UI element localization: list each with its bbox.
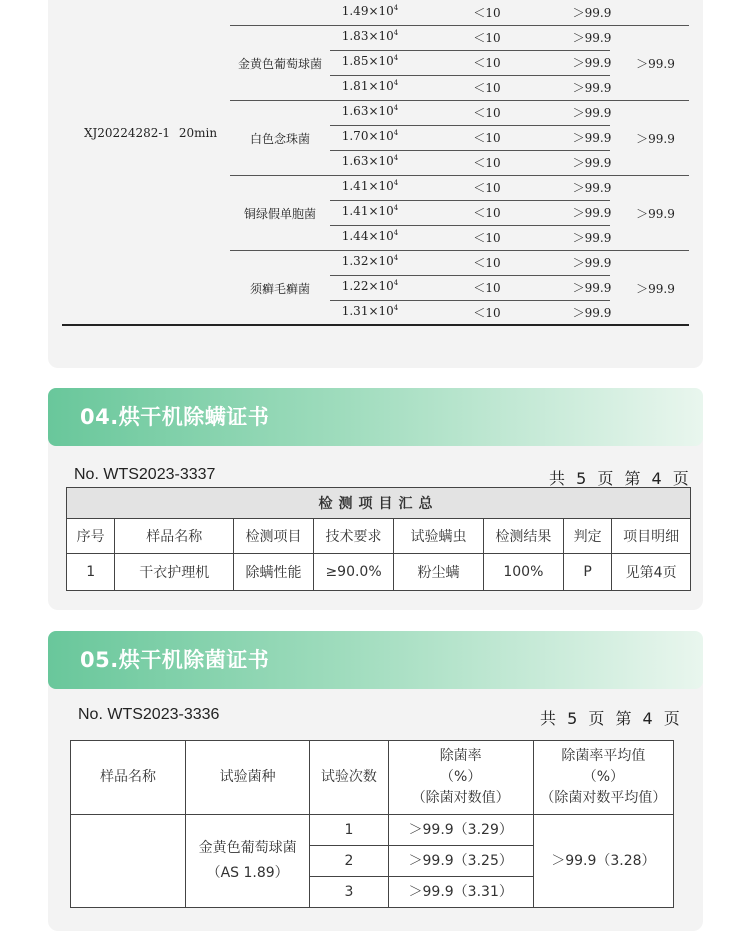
kill-rate: ＞99.9 [572, 56, 612, 70]
kill-rate: ＞99.9 [572, 156, 612, 170]
table-cell: 干衣护理机 [115, 554, 234, 591]
antibacterial-result-table [62, 0, 689, 325]
after-count: ＜10 [473, 256, 501, 270]
header-line: 除菌率平均值 [561, 748, 646, 764]
col-header: 试验次数 [310, 741, 388, 815]
colony-count: $1.81\times 10^4$ [341, 79, 399, 93]
trial-number: 3 [310, 877, 388, 908]
after-count: ＜10 [473, 31, 501, 45]
after-count: ＜10 [473, 106, 501, 120]
average-kill-rate: ＞99.9 [636, 131, 675, 146]
row-divider [330, 275, 610, 276]
colony-count: $1.70\times 10^4$ [341, 129, 399, 143]
col-header-rate [388, 741, 533, 815]
row-divider [230, 100, 689, 101]
header-line: （%） [582, 769, 625, 785]
after-count: ＜10 [473, 281, 501, 295]
row-divider [330, 225, 610, 226]
trial-rate: ＞99.9（3.25） [388, 846, 533, 877]
col-header: 样品名称 [71, 741, 186, 815]
strain-name: 金黄色葡萄球菌 [198, 840, 297, 856]
colony-count: $1.41\times 10^4$ [341, 179, 399, 193]
sample-name-cell [71, 815, 186, 908]
after-count: ＜10 [473, 81, 501, 95]
col-header: 技术要求 [313, 519, 394, 554]
colony-count: $1.22\times 10^4$ [341, 279, 399, 293]
kill-rate: ＞99.9 [572, 106, 612, 120]
table-title: 检测项目汇总 [67, 488, 691, 519]
col-header-avg [533, 741, 673, 815]
table-bottom-rule [62, 324, 689, 326]
col-header: 检测结果 [483, 519, 563, 554]
sample-id: XJ20224282-1 [83, 126, 171, 140]
row-divider [330, 300, 610, 301]
colony-count: $1.63\times 10^4$ [341, 154, 399, 168]
after-count: ＜10 [473, 206, 501, 220]
table-cell: 除螨性能 [234, 554, 314, 591]
header-line: （%） [440, 769, 482, 785]
average-kill-rate: ＞99.9 [636, 281, 675, 296]
col-header: 序号 [67, 519, 115, 554]
header-line: 除菌率 [439, 748, 482, 764]
trial-number: 1 [310, 815, 388, 846]
contact-time: 20min [178, 126, 218, 140]
col-header: 样品名称 [115, 519, 234, 554]
mite-summary-table [66, 487, 691, 591]
organism-name: 白色念珠菌 [249, 131, 310, 146]
doc-number: No. WTS2023-3336 [78, 706, 220, 723]
kill-rate: ＞99.9 [572, 181, 612, 195]
organism-name: 须癣毛癣菌 [249, 281, 310, 296]
table-cell: ≥90.0% [313, 554, 394, 591]
strain-cell [186, 815, 310, 908]
kill-rate: ＞99.9 [572, 231, 612, 245]
average-kill-rate: ＞99.9 [636, 56, 675, 71]
row-divider [230, 25, 689, 26]
page-count: 共 5 页 第 4 页 [549, 469, 692, 488]
average-rate: ＞99.9（3.28） [533, 815, 673, 908]
row-divider [330, 125, 610, 126]
col-header: 判定 [563, 519, 611, 554]
kill-rate: ＞99.9 [572, 81, 612, 95]
trial-rate: ＞99.9（3.29） [388, 815, 533, 846]
kill-rate: ＞99.9 [572, 281, 612, 295]
table-cell: P [563, 554, 611, 591]
colony-count: $1.31\times 10^4$ [341, 304, 399, 318]
kill-rate: ＞99.9 [572, 131, 612, 145]
table-cell: 100% [483, 554, 563, 591]
colony-count: $1.32\times 10^4$ [341, 254, 399, 268]
colony-count: $1.49\times 10^4$ [341, 4, 399, 18]
table-cell: 见第4页 [612, 554, 691, 591]
row-divider [230, 250, 689, 251]
after-count: ＜10 [473, 6, 501, 20]
after-count: ＜10 [473, 231, 501, 245]
table-cell: 粉尘螨 [394, 554, 483, 591]
colony-count: $1.83\times 10^4$ [341, 29, 399, 43]
average-kill-rate: ＞99.9 [636, 206, 675, 221]
col-header: 试验菌种 [186, 741, 310, 815]
after-count: ＜10 [473, 56, 501, 70]
organism-name: 金黄色葡萄球菌 [237, 56, 322, 71]
col-header: 项目明细 [612, 519, 691, 554]
row-divider [330, 50, 610, 51]
kill-rate: ＞99.9 [572, 6, 612, 20]
trial-rate: ＞99.9（3.31） [388, 877, 533, 908]
col-header: 试验螨虫 [394, 519, 483, 554]
strain-code: （AS 1.89） [206, 865, 289, 881]
trial-number: 2 [310, 846, 388, 877]
colony-count: $1.44\times 10^4$ [341, 229, 399, 243]
colony-count: $1.85\times 10^4$ [341, 54, 399, 68]
header-line: （除菌对数平均值） [540, 790, 667, 806]
doc-number: No. WTS2023-3337 [74, 466, 216, 483]
after-count: ＜10 [473, 131, 501, 145]
row-divider [230, 175, 689, 176]
kill-rate: ＞99.9 [572, 31, 612, 45]
kill-rate: ＞99.9 [572, 206, 612, 220]
after-count: ＜10 [473, 306, 501, 320]
kill-rate: ＞99.9 [572, 306, 612, 320]
colony-count: $1.63\times 10^4$ [341, 104, 399, 118]
page-count: 共 5 页 第 4 页 [540, 709, 683, 728]
header-line: （除菌对数值） [411, 790, 510, 806]
colony-count: $1.41\times 10^4$ [341, 204, 399, 218]
row-divider [330, 200, 610, 201]
row-divider [330, 75, 610, 76]
kill-rate: ＞99.9 [572, 256, 612, 270]
after-count: ＜10 [473, 181, 501, 195]
col-header: 检测项目 [234, 519, 314, 554]
after-count: ＜10 [473, 156, 501, 170]
row-divider [330, 150, 610, 151]
bacteria-rate-table [70, 740, 674, 908]
table-cell: 1 [67, 554, 115, 591]
section-title-mite: 04.烘干机除螨证书 [48, 388, 703, 446]
section-title-bacteria: 05.烘干机除菌证书 [48, 631, 703, 689]
organism-name: 铜绿假单胞菌 [243, 206, 316, 221]
